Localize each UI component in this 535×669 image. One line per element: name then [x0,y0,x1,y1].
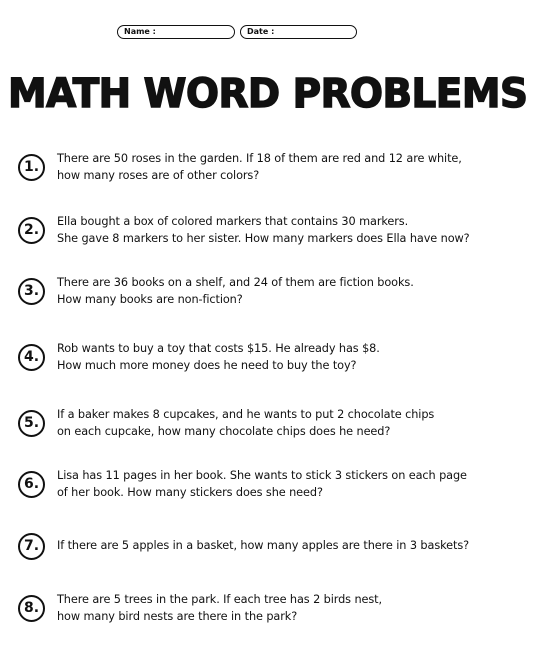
problem-item-5 [0,404,474,444]
problem-text-line: Rob wants to buy a toy that costs $15. He already has $8. [57,342,380,355]
date-field[interactable]: Date : [240,25,357,39]
problem-number-badge: 4. [18,344,45,371]
name-field[interactable]: Name : [117,25,235,39]
problem-number-badge: 2. [18,217,45,244]
problem-number-badge: 6. [18,471,45,498]
problem-number-badge: 3. [18,278,45,305]
problem-number-badge: 7. [18,533,45,560]
problem-text [57,591,469,625]
problem-item-1 [0,148,474,188]
header-fields [0,25,474,41]
problem-item-6 [0,465,474,505]
problem-text-line: how many bird nests are there in the park? [57,610,298,623]
problem-text-line: There are 5 trees in the park. If each tree has 2 birds nest, [57,593,382,606]
problem-text [57,213,469,247]
problem-text-line: Lisa has 11 pages in her book. She wants to stick 3 stickers on each page [57,469,467,482]
problem-text-line: on each cupcake, how many chocolate chips does he need? [57,425,391,438]
problem-text-line: There are 50 roses in the garden. If 18 of them are red and 12 are white, [57,152,462,165]
page-title [0,66,528,122]
problem-text [57,467,469,501]
problem-text [57,537,469,554]
problem-text [57,274,469,308]
problem-text-line: How much more money does he need to buy the toy? [57,359,357,372]
problem-text-line: How many books are non-fiction? [57,293,243,306]
problem-item-8 [0,589,474,629]
problem-number-badge: 1. [18,154,45,181]
problem-item-4 [0,338,474,378]
problem-number-badge: 5. [18,410,45,437]
problem-number-badge: 8. [18,595,45,622]
problem-text-line: There are 36 books on a shelf, and 24 of them are fiction books. [57,276,414,289]
problem-text-line: She gave 8 markers to her sister. How many markers does Ella have now? [57,232,470,245]
problem-item-3 [0,272,474,312]
problem-item-2 [0,211,474,251]
problem-text [57,406,469,440]
problem-text-line: how many roses are of other colors? [57,169,260,182]
problem-text-line: Ella bought a box of colored markers that contains 30 markers. [57,215,409,228]
problem-text-line: If a baker makes 8 cupcakes, and he wants to put 2 chocolate chips [57,408,435,421]
problem-text-line: If there are 5 apples in a basket, how many apples are there in 3 baskets? [57,539,470,552]
problem-text [57,340,469,374]
problem-text-line: of her book. How many stickers does she need? [57,486,323,499]
problem-text [57,150,469,184]
problem-item-7 [0,527,474,567]
page-title-text: MATH WORD PROBLEMS [8,71,528,117]
